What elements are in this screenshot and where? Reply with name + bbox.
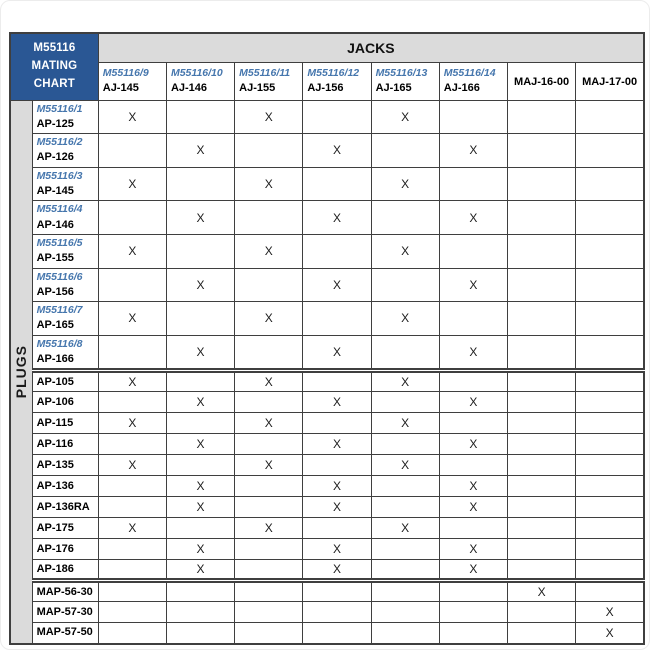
mating-cell-ap-145-aj-155: X [235, 167, 303, 201]
mating-cell-ap-156-aj-155 [235, 268, 303, 302]
mating-cell-ap-135-aj-145: X [98, 455, 166, 476]
mating-cell-ap-106-aj-155 [235, 392, 303, 413]
mating-cell-ap-105-aj-155: X [235, 371, 303, 392]
mating-cell-ap-166-aj-156: X [303, 335, 371, 371]
mating-cell-ap-175-aj-165: X [371, 518, 439, 539]
mating-cell-ap-186-aj-145 [98, 560, 166, 581]
plug-part-label: AP-146 [36, 218, 74, 231]
mating-cell-map-57-30-aj-156 [303, 602, 371, 623]
row-header-ap-126 [32, 134, 98, 168]
mating-cell-ap-145-aj-146 [166, 167, 234, 201]
plug-part-label: MAP-57-50 [36, 626, 93, 639]
mating-cell-ap-105-aj-166 [439, 371, 507, 392]
mating-cell-ap-136-maj-16-00 [507, 476, 575, 497]
mating-cell-map-57-30-maj-16-00 [507, 602, 575, 623]
mating-cell-map-56-30-maj-17-00 [576, 581, 644, 602]
mating-cell-ap-186-aj-146: X [166, 560, 234, 581]
mating-cell-ap-186-aj-156: X [303, 560, 371, 581]
mating-cell-ap-116-aj-156: X [303, 434, 371, 455]
row-header-map-57-30 [32, 602, 98, 623]
jack-part-label: AJ-155 [239, 81, 276, 94]
table-row-ap-166 [10, 335, 644, 371]
mating-cell-ap-155-aj-156 [303, 234, 371, 268]
mating-cell-map-57-30-aj-166 [439, 602, 507, 623]
mating-cell-ap-135-maj-16-00 [507, 455, 575, 476]
column-header-aj-156 [303, 62, 371, 100]
jack-part-label: AJ-146 [170, 81, 208, 94]
plug-part-label: AP-156 [36, 285, 74, 298]
mil-spec-label: M55116/7 [36, 304, 83, 317]
mating-cell-ap-126-maj-16-00 [507, 134, 575, 168]
mating-cell-ap-136ra-aj-166: X [439, 497, 507, 518]
row-header-ap-146 [32, 201, 98, 235]
mating-cell-ap-115-aj-166 [439, 413, 507, 434]
mating-cell-ap-166-aj-166: X [439, 335, 507, 371]
mating-cell-ap-156-maj-16-00 [507, 268, 575, 302]
mating-cell-ap-136ra-aj-155 [235, 497, 303, 518]
mating-cell-ap-125-aj-156 [303, 100, 371, 134]
mil-spec-label: M55116/2 [36, 136, 83, 149]
mating-cell-ap-145-aj-165: X [371, 167, 439, 201]
mating-cell-ap-115-aj-165: X [371, 413, 439, 434]
plug-part-label: AP-165 [36, 319, 74, 332]
mating-cell-map-57-30-aj-146 [166, 602, 234, 623]
mating-cell-ap-186-aj-165 [371, 560, 439, 581]
plug-part-label: AP-175 [36, 521, 74, 534]
mil-spec-label: M55116/3 [36, 169, 83, 182]
mating-cell-map-57-30-aj-165 [371, 602, 439, 623]
table-row-ap-146 [10, 201, 644, 235]
mating-cell-ap-136ra-aj-146: X [166, 497, 234, 518]
mating-cell-ap-165-aj-165: X [371, 302, 439, 336]
jack-part-label: AJ-156 [307, 81, 344, 94]
plug-part-label: AP-186 [36, 562, 74, 575]
plug-part-label: AP-145 [36, 184, 74, 197]
mating-cell-map-57-50-aj-145 [98, 623, 166, 644]
table-row-ap-136 [10, 476, 644, 497]
plug-part-label: AP-125 [36, 117, 74, 130]
mating-cell-map-57-50-maj-17-00: X [576, 623, 644, 644]
mating-cell-ap-136-aj-156: X [303, 476, 371, 497]
mating-cell-ap-106-aj-146: X [166, 392, 234, 413]
chart-title-line1: M55116 [33, 42, 76, 55]
mating-cell-map-56-30-aj-155 [235, 581, 303, 602]
column-header-aj-166 [439, 62, 507, 100]
plugs-group-label: PLUGS [13, 345, 30, 399]
plug-part-label: AP-136 [36, 479, 74, 492]
mating-cell-ap-116-aj-166: X [439, 434, 507, 455]
mating-cell-ap-166-aj-145 [98, 335, 166, 371]
column-header-maj-17-00 [576, 62, 644, 100]
mating-cell-ap-136-aj-146: X [166, 476, 234, 497]
mating-cell-ap-165-aj-166 [439, 302, 507, 336]
row-header-ap-145 [32, 167, 98, 201]
mating-cell-ap-165-maj-17-00 [576, 302, 644, 336]
mating-cell-ap-136-aj-166: X [439, 476, 507, 497]
plug-part-label: AP-116 [36, 437, 74, 450]
mating-cell-map-57-50-maj-16-00 [507, 623, 575, 644]
mating-cell-map-57-30-maj-17-00: X [576, 602, 644, 623]
table-row-ap-186 [10, 560, 644, 581]
table-row-ap-145 [10, 167, 644, 201]
table-row-map-57-50 [10, 623, 644, 644]
mating-cell-ap-105-aj-156 [303, 371, 371, 392]
mating-cell-ap-146-aj-155 [235, 201, 303, 235]
mating-cell-map-56-30-aj-166 [439, 581, 507, 602]
row-header-ap-136ra [32, 497, 98, 518]
row-header-ap-166 [32, 335, 98, 371]
mating-cell-ap-136-maj-17-00 [576, 476, 644, 497]
plug-part-label: AP-126 [36, 151, 74, 164]
row-header-ap-106 [32, 392, 98, 413]
mating-cell-ap-156-aj-165 [371, 268, 439, 302]
mating-cell-ap-115-aj-155: X [235, 413, 303, 434]
plug-part-label: AP-106 [36, 395, 74, 408]
mating-cell-ap-166-maj-17-00 [576, 335, 644, 371]
mating-cell-ap-116-maj-17-00 [576, 434, 644, 455]
mating-cell-ap-176-aj-156: X [303, 539, 371, 560]
table-row-ap-165 [10, 302, 644, 336]
mating-cell-ap-136ra-maj-16-00 [507, 497, 575, 518]
row-header-map-56-30 [32, 581, 98, 602]
mating-cell-ap-165-aj-156 [303, 302, 371, 336]
mating-cell-ap-186-maj-17-00 [576, 560, 644, 581]
mating-cell-ap-176-aj-165 [371, 539, 439, 560]
row-header-ap-156 [32, 268, 98, 302]
mating-cell-ap-136-aj-145 [98, 476, 166, 497]
mating-cell-ap-165-aj-146 [166, 302, 234, 336]
mating-cell-map-56-30-maj-16-00: X [507, 581, 575, 602]
mating-cell-ap-176-aj-146: X [166, 539, 234, 560]
row-header-ap-176 [32, 539, 98, 560]
mating-cell-ap-155-maj-16-00 [507, 234, 575, 268]
row-header-map-57-50 [32, 623, 98, 644]
mating-cell-ap-146-aj-166: X [439, 201, 507, 235]
mating-cell-ap-125-aj-165: X [371, 100, 439, 134]
mating-cell-ap-175-aj-155: X [235, 518, 303, 539]
mating-cell-ap-115-aj-145: X [98, 413, 166, 434]
mating-cell-ap-116-maj-16-00 [507, 434, 575, 455]
mating-cell-map-56-30-aj-146 [166, 581, 234, 602]
mating-cell-ap-105-aj-146 [166, 371, 234, 392]
mating-cell-ap-105-maj-16-00 [507, 371, 575, 392]
mil-spec-label: M55116/9 [102, 66, 149, 79]
mating-cell-ap-176-maj-17-00 [576, 539, 644, 560]
mating-cell-map-56-30-aj-156 [303, 581, 371, 602]
mating-cell-ap-166-aj-155 [235, 335, 303, 371]
mating-cell-ap-176-maj-16-00 [507, 539, 575, 560]
row-header-ap-115 [32, 413, 98, 434]
mating-cell-ap-176-aj-155 [235, 539, 303, 560]
mating-cell-ap-145-maj-17-00 [576, 167, 644, 201]
mating-cell-ap-125-maj-16-00 [507, 100, 575, 134]
table-row-map-57-30 [10, 602, 644, 623]
plug-part-label: MAP-57-30 [36, 605, 93, 618]
mating-cell-ap-146-aj-165 [371, 201, 439, 235]
table-row-ap-125 [10, 100, 644, 134]
table-row-ap-136ra [10, 497, 644, 518]
mating-cell-ap-155-aj-146 [166, 234, 234, 268]
chart-title-line2: MATING CHART [31, 59, 78, 90]
mating-cell-ap-165-maj-16-00 [507, 302, 575, 336]
mil-spec-label: M55116/5 [36, 236, 83, 249]
mating-cell-ap-106-aj-165 [371, 392, 439, 413]
row-header-ap-125 [32, 100, 98, 134]
mil-spec-label: M55116/11 [239, 66, 291, 79]
mating-cell-ap-155-aj-155: X [235, 234, 303, 268]
mating-cell-ap-175-aj-146 [166, 518, 234, 539]
table-row-ap-156 [10, 268, 644, 302]
mating-cell-ap-115-aj-156 [303, 413, 371, 434]
mating-cell-ap-176-aj-145 [98, 539, 166, 560]
mating-cell-ap-156-maj-17-00 [576, 268, 644, 302]
plugs-group-label-cell [10, 100, 32, 644]
mating-cell-ap-106-maj-17-00 [576, 392, 644, 413]
mil-spec-label: M55116/12 [307, 66, 360, 79]
mating-chart-table [9, 32, 645, 645]
mating-cell-ap-126-aj-145 [98, 134, 166, 168]
mating-cell-ap-106-maj-16-00 [507, 392, 575, 413]
row-header-ap-135 [32, 455, 98, 476]
mating-cell-ap-145-maj-16-00 [507, 167, 575, 201]
mating-cell-map-57-50-aj-146 [166, 623, 234, 644]
mating-cell-ap-116-aj-165 [371, 434, 439, 455]
mating-cell-ap-136-aj-155 [235, 476, 303, 497]
mating-cell-map-57-30-aj-145 [98, 602, 166, 623]
mating-cell-ap-156-aj-145 [98, 268, 166, 302]
mating-cell-ap-135-aj-155: X [235, 455, 303, 476]
mating-chart-body [10, 100, 644, 644]
table-row-ap-106 [10, 392, 644, 413]
jacks-group-label: JACKS [98, 33, 644, 62]
mating-cell-map-56-30-aj-145 [98, 581, 166, 602]
mating-cell-ap-156-aj-166: X [439, 268, 507, 302]
row-header-ap-136 [32, 476, 98, 497]
row-header-ap-165 [32, 302, 98, 336]
plug-part-label: AP-105 [36, 375, 74, 388]
mating-cell-map-57-30-aj-155 [235, 602, 303, 623]
mating-cell-ap-175-maj-17-00 [576, 518, 644, 539]
mating-cell-ap-175-aj-166 [439, 518, 507, 539]
mating-cell-ap-116-aj-146: X [166, 434, 234, 455]
plug-part-label: MAP-56-30 [36, 585, 93, 598]
mating-cell-ap-155-aj-166 [439, 234, 507, 268]
plug-part-label: AP-136RA [36, 500, 90, 513]
row-header-ap-116 [32, 434, 98, 455]
mating-cell-ap-146-aj-146: X [166, 201, 234, 235]
mating-cell-ap-105-maj-17-00 [576, 371, 644, 392]
jack-part-label: AJ-166 [443, 81, 480, 94]
plug-part-label: AP-176 [36, 542, 74, 555]
mating-cell-ap-145-aj-156 [303, 167, 371, 201]
mating-cell-ap-106-aj-145 [98, 392, 166, 413]
mating-cell-ap-146-maj-16-00 [507, 201, 575, 235]
chart-title-cell [10, 33, 98, 100]
mating-cell-ap-105-aj-145: X [98, 371, 166, 392]
mating-cell-ap-166-aj-146: X [166, 335, 234, 371]
row-header-ap-155 [32, 234, 98, 268]
mating-cell-ap-126-maj-17-00 [576, 134, 644, 168]
mating-cell-ap-175-aj-156 [303, 518, 371, 539]
mating-cell-ap-125-maj-17-00 [576, 100, 644, 134]
mating-cell-ap-126-aj-155 [235, 134, 303, 168]
row-header-ap-186 [32, 560, 98, 581]
mating-cell-ap-136-aj-165 [371, 476, 439, 497]
mating-cell-ap-106-aj-156: X [303, 392, 371, 413]
jack-part-label: AJ-145 [102, 81, 139, 94]
jack-part-label: AJ-165 [375, 81, 412, 94]
mil-spec-label: M55116/14 [443, 66, 496, 79]
mating-cell-ap-125-aj-166 [439, 100, 507, 134]
table-row-map-56-30 [10, 581, 644, 602]
mating-cell-ap-155-aj-165: X [371, 234, 439, 268]
mating-cell-ap-146-maj-17-00 [576, 201, 644, 235]
mating-cell-ap-106-aj-166: X [439, 392, 507, 413]
table-row-ap-175 [10, 518, 644, 539]
mating-cell-ap-165-aj-145: X [98, 302, 166, 336]
mating-cell-ap-115-maj-16-00 [507, 413, 575, 434]
mating-cell-ap-116-aj-145 [98, 434, 166, 455]
mating-cell-ap-136ra-maj-17-00 [576, 497, 644, 518]
mating-cell-ap-135-aj-166 [439, 455, 507, 476]
mating-cell-ap-136ra-aj-156: X [303, 497, 371, 518]
mating-cell-ap-126-aj-166: X [439, 134, 507, 168]
mil-spec-label: M55116/13 [375, 66, 428, 79]
mating-cell-ap-156-aj-156: X [303, 268, 371, 302]
mating-cell-ap-186-maj-16-00 [507, 560, 575, 581]
mating-cell-ap-135-aj-165: X [371, 455, 439, 476]
mating-cell-ap-146-aj-145 [98, 201, 166, 235]
mating-cell-ap-166-aj-165 [371, 335, 439, 371]
column-header-row [10, 62, 644, 100]
mating-cell-ap-136ra-aj-165 [371, 497, 439, 518]
column-header-aj-146 [166, 62, 234, 100]
mating-cell-ap-145-aj-166 [439, 167, 507, 201]
mating-cell-map-57-50-aj-155 [235, 623, 303, 644]
mating-cell-ap-126-aj-156: X [303, 134, 371, 168]
mating-cell-ap-175-aj-145: X [98, 518, 166, 539]
mating-cell-ap-125-aj-145: X [98, 100, 166, 134]
column-header-maj-16-00 [507, 62, 575, 100]
mating-cell-ap-135-aj-146 [166, 455, 234, 476]
mating-cell-ap-155-aj-145: X [98, 234, 166, 268]
mating-cell-ap-165-aj-155: X [235, 302, 303, 336]
jack-part-label: MAJ-16-00 [514, 76, 570, 88]
mating-cell-ap-125-aj-155: X [235, 100, 303, 134]
plug-part-label: AP-115 [36, 416, 74, 429]
mil-spec-label: M55116/6 [36, 270, 83, 283]
mating-cell-ap-136ra-aj-145 [98, 497, 166, 518]
column-header-aj-145 [98, 62, 166, 100]
mil-spec-label: M55116/4 [36, 203, 83, 216]
mating-cell-ap-126-aj-146: X [166, 134, 234, 168]
mating-cell-ap-105-aj-165: X [371, 371, 439, 392]
mating-cell-map-57-50-aj-165 [371, 623, 439, 644]
table-row-ap-105 [10, 371, 644, 392]
mating-cell-ap-115-aj-146 [166, 413, 234, 434]
mating-cell-ap-145-aj-145: X [98, 167, 166, 201]
mating-cell-map-57-50-aj-156 [303, 623, 371, 644]
column-header-aj-155 [235, 62, 303, 100]
mating-cell-ap-166-maj-16-00 [507, 335, 575, 371]
mating-cell-ap-135-maj-17-00 [576, 455, 644, 476]
mil-spec-label: M55116/10 [170, 66, 223, 79]
mating-cell-ap-116-aj-155 [235, 434, 303, 455]
table-row-ap-126 [10, 134, 644, 168]
mating-cell-ap-186-aj-155 [235, 560, 303, 581]
mating-cell-ap-176-aj-166: X [439, 539, 507, 560]
table-row-ap-135 [10, 455, 644, 476]
plug-part-label: AP-155 [36, 252, 74, 265]
mating-cell-ap-175-maj-16-00 [507, 518, 575, 539]
mating-cell-ap-155-maj-17-00 [576, 234, 644, 268]
mating-cell-ap-115-maj-17-00 [576, 413, 644, 434]
mating-cell-ap-126-aj-165 [371, 134, 439, 168]
mil-spec-label: M55116/1 [36, 102, 83, 115]
mating-cell-ap-146-aj-156: X [303, 201, 371, 235]
table-row-ap-116 [10, 434, 644, 455]
table-row-ap-155 [10, 234, 644, 268]
table-row-ap-115 [10, 413, 644, 434]
mating-cell-ap-125-aj-146 [166, 100, 234, 134]
jack-part-label: MAJ-17-00 [582, 76, 638, 88]
table-row-ap-176 [10, 539, 644, 560]
mating-cell-ap-156-aj-146: X [166, 268, 234, 302]
jacks-banner-row [10, 33, 644, 62]
plug-part-label: AP-166 [36, 352, 74, 365]
plug-part-label: AP-135 [36, 458, 74, 471]
column-header-aj-165 [371, 62, 439, 100]
mil-spec-label: M55116/8 [36, 337, 83, 350]
mating-cell-ap-186-aj-166: X [439, 560, 507, 581]
row-header-ap-175 [32, 518, 98, 539]
mating-cell-map-56-30-aj-165 [371, 581, 439, 602]
mating-cell-map-57-50-aj-166 [439, 623, 507, 644]
row-header-ap-105 [32, 371, 98, 392]
mating-cell-ap-135-aj-156 [303, 455, 371, 476]
